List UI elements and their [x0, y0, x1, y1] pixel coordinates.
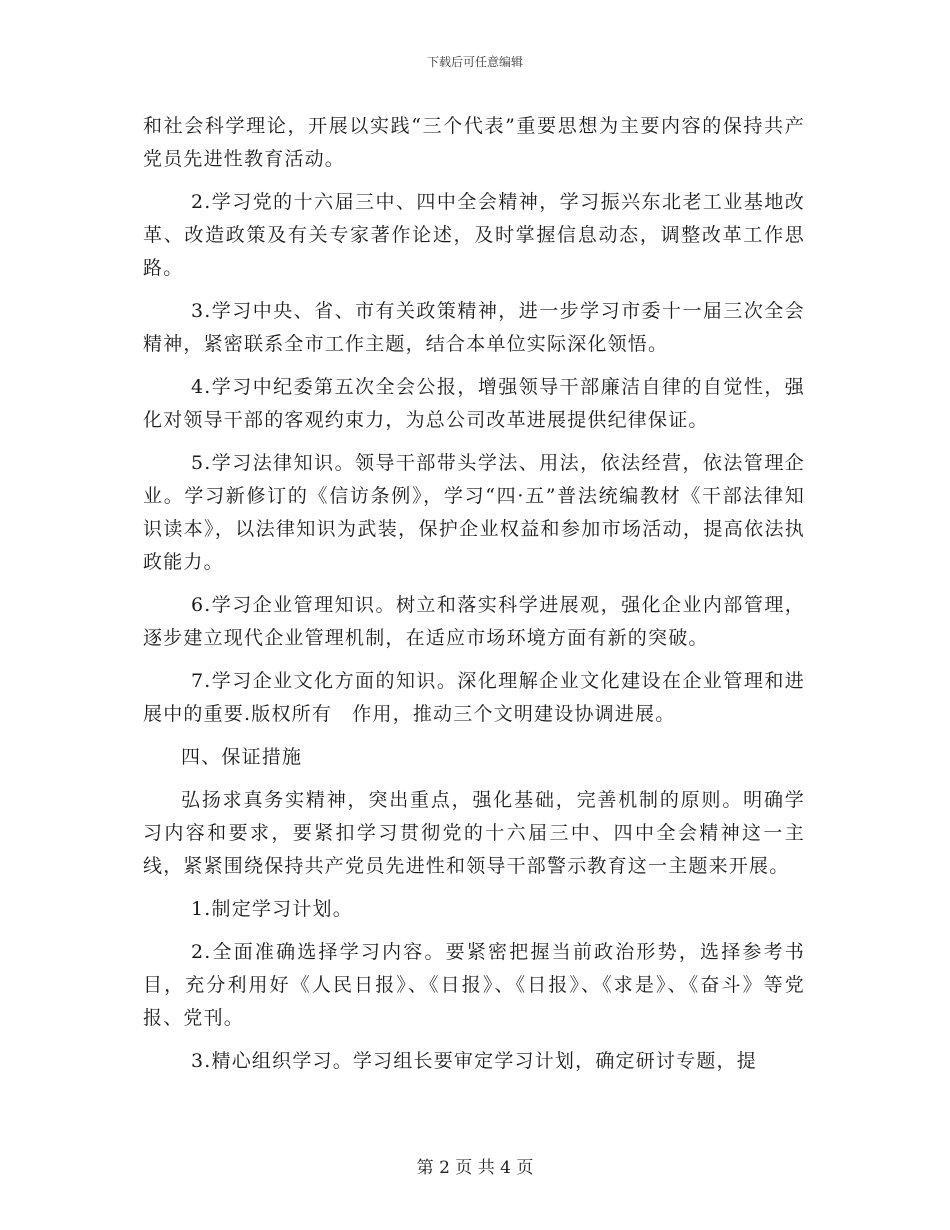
paragraph-11: 3.精心组织学习。学习组长要审定学习计划，确定研讨专题，提 [191, 1050, 757, 1072]
paragraph-5: 5.学习法律知识。领导干部带头学法、用法，依法经营，依法管理企业。学习新修订的《信访条例》，学习“四·五”普法统编教材《干部法律知识读本》，以法律知识为武装，保护企业权益和参加市场活动，提高依法执政能力。 [143, 452, 805, 573]
section-heading: 四、保证措施 [181, 746, 303, 768]
paragraph-10: 2.全面准确选择学习内容。要紧密把握当前政治形势，选择参考书目，充分利用好《人民日报》、《日报》、《日报》、《求是》、《奋斗》等党报、党刊。 [143, 941, 805, 1029]
document-body [143, 110, 805, 1088]
paragraph-4: 4.学习中纪委第五次全会公报，增强领导干部廉洁自律的自觉性，强化对领导干部的客观约束力，为总公司改革进展提供纪律保证。 [143, 376, 805, 431]
paragraph-7: 7.学习企业文化方面的知识。深化理解企业文化建设在企业管理和进展中的重要.版权所有 作用，推动三个文明建设协调进展。 [143, 670, 805, 725]
paragraph-8: 弘扬求真务实精神，突出重点，强化基础，完善机制的原则。明确学习内容和要求，要紧扣学习贯彻党的十六届三中、四中全会精神这一主线，紧紧围绕保持共产党员先进性和领导干部警示教育这一主题来开展。 [143, 789, 805, 877]
paragraph-3: 3.学习中央、省、市有关政策精神，进一步学习市委十一届三次全会精神，紧密联系全市工作主题，结合本单位实际深化领悟。 [143, 300, 805, 355]
page-header-note: 下载后可任意编辑 [426, 55, 523, 69]
paragraph-1: 和社会科学理论，开展以实践“三个代表”重要思想为主要内容的保持共产党员先进性教育活动。 [143, 115, 805, 170]
paragraph-6: 6.学习企业管理知识。树立和落实科学进展观，强化企业内部管理，逐步建立现代企业管理机制，在适应市场环境方面有新的突破。 [143, 594, 805, 649]
page-number: 第 2 页 共 4 页 [416, 1158, 534, 1178]
paragraph-9: 1.制定学习计划。 [191, 898, 353, 920]
paragraph-2: 2.学习党的十六届三中、四中全会精神，学习振兴东北老工业基地改革、改造政策及有关专家著作论述，及时掌握信息动态，调整改革工作思路。 [143, 191, 805, 279]
